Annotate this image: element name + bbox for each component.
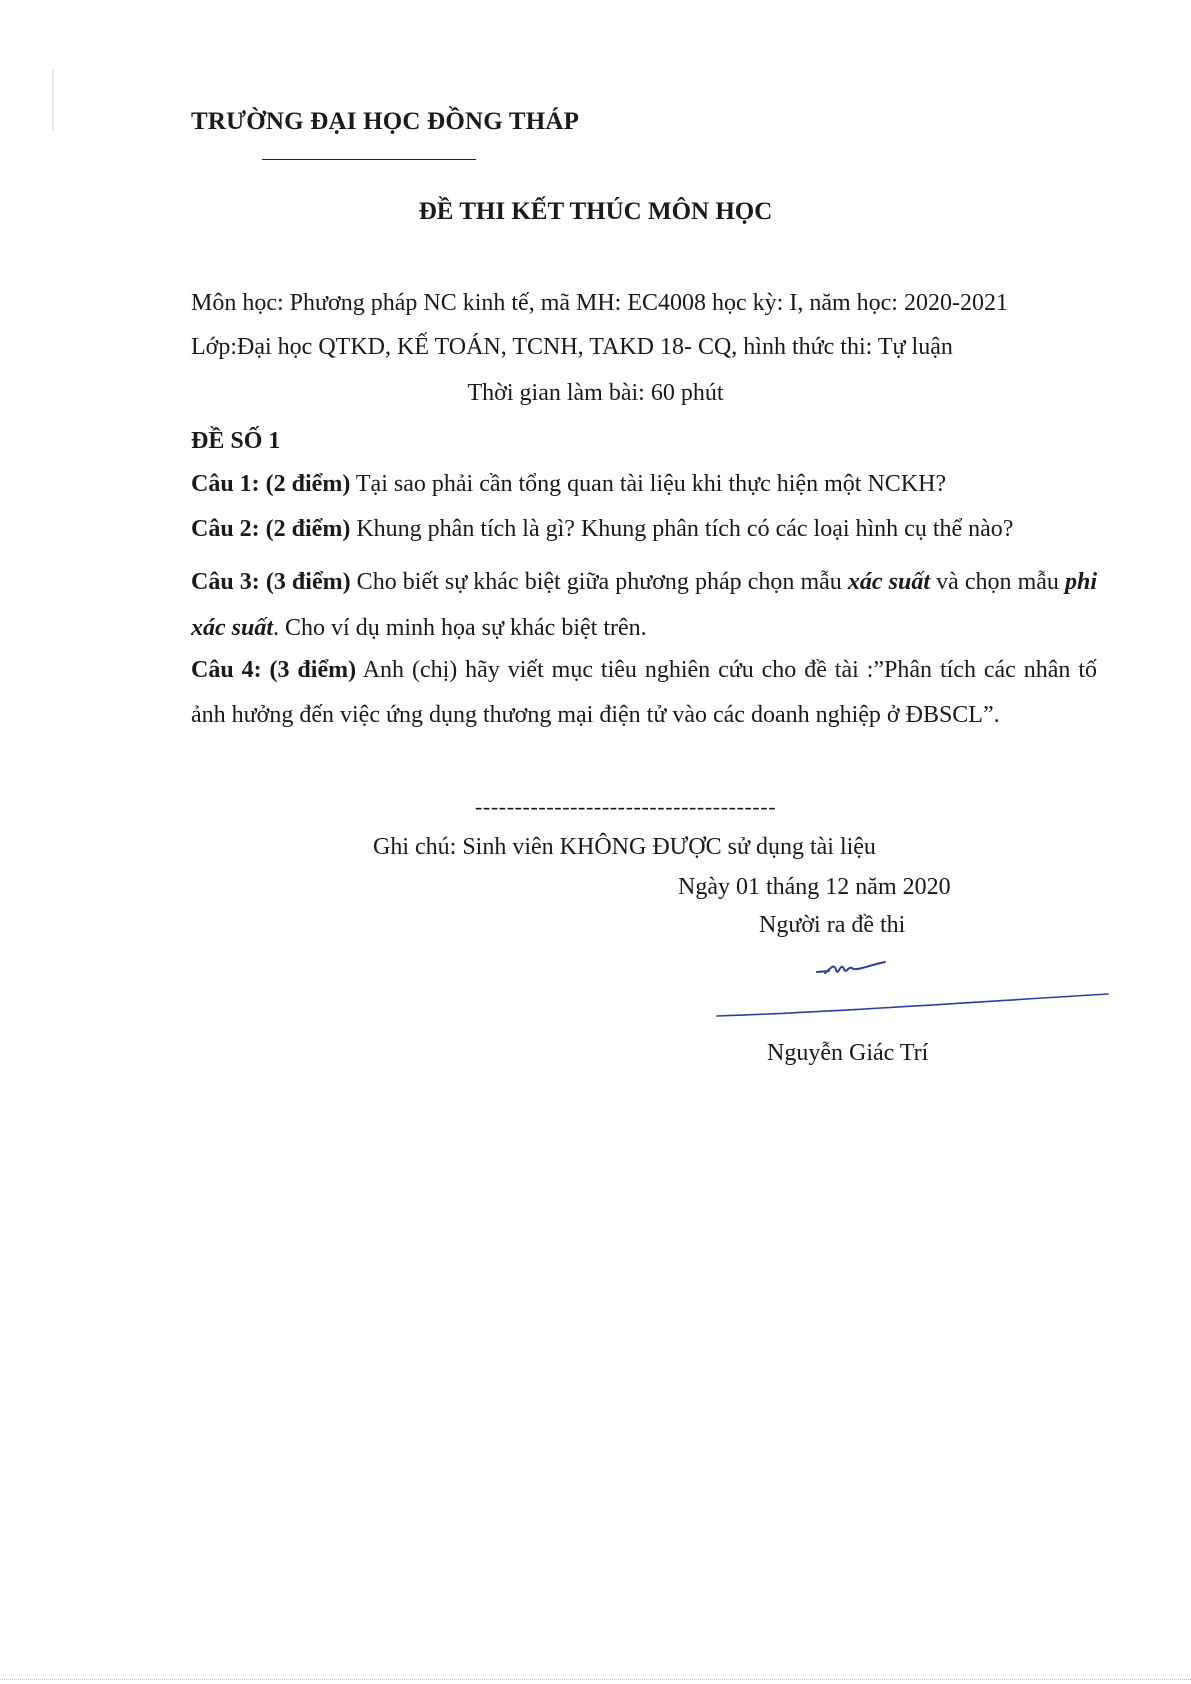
exam-note: Ghi chú: Sinh viên KHÔNG ĐƯỢC sử dụng tài liệu [373,834,876,860]
scan-bottom-edge [0,1679,1191,1684]
duration-line: Thời gian làm bài: 60 phút [467,380,724,406]
question-3 [191,559,1097,651]
question-2-text: Khung phân tích là gì? Khung phân tích có các loại hình cụ thể nào? [350,516,1014,542]
question-4-label: Câu 4: (3 điểm) [191,657,357,683]
question-2 [191,516,1013,543]
school-name: TRƯỜNG ĐẠI HỌC ĐỒNG THÁP [191,108,580,135]
question-2-label: Câu 2: (2 điểm) [191,516,351,542]
signature-line [715,990,1110,1020]
question-4 [191,648,1097,738]
scan-artifact [52,70,54,130]
question-1-text: Tại sao phải cần tổng quan tài liệu khi thực hiện một NCKH? [350,471,947,497]
question-4-text: Anh (chị) hãy viết mục tiêu nghiên cứu cho đề tài :”Phân tích các nhân tố ảnh hưởng đến việc ứng dụng thương mại điện tử vào các doanh nghiệp ở ĐBSCL”. [191,657,1097,728]
question-3-text-a: Cho biết sự khác biệt giữa phương pháp chọn mẫu [350,569,848,595]
issue-date: Ngày 01 tháng 12 năm 2020 [678,874,951,900]
school-underline [262,159,476,160]
course-info-line: Môn học: Phương pháp NC kinh tế, mã MH: EC4008 học kỳ: I, năm học: 2020-2021 [191,290,1008,316]
footer-separator: -------------------------------------- [475,794,777,819]
exam-title: ĐỀ THI KẾT THÚC MÔN HỌC [418,198,773,225]
exam-code: ĐỀ SỐ 1 [191,428,281,454]
author-name: Nguyễn Giác Trí [767,1040,929,1066]
question-3-text-c: . Cho ví dụ minh họa sự khác biệt trên. [273,615,647,641]
question-1 [191,471,946,498]
author-role: Người ra đề thi [759,912,906,938]
question-3-emphasis-non-probability: phi xác suất [191,569,1098,641]
signature-scribble [815,955,905,985]
question-1-label: Câu 1: (2 điểm) [191,471,351,497]
class-info-line: Lớp:Đại học QTKD, KẾ TOÁN, TCNH, TAKD 18- CQ, hình thức thi: Tự luận [191,334,953,360]
question-3-text-b: và chọn mẫu [930,569,1065,595]
question-3-label: Câu 3: (3 điểm) [191,569,351,595]
question-3-emphasis-probability: xác suất [847,569,930,595]
